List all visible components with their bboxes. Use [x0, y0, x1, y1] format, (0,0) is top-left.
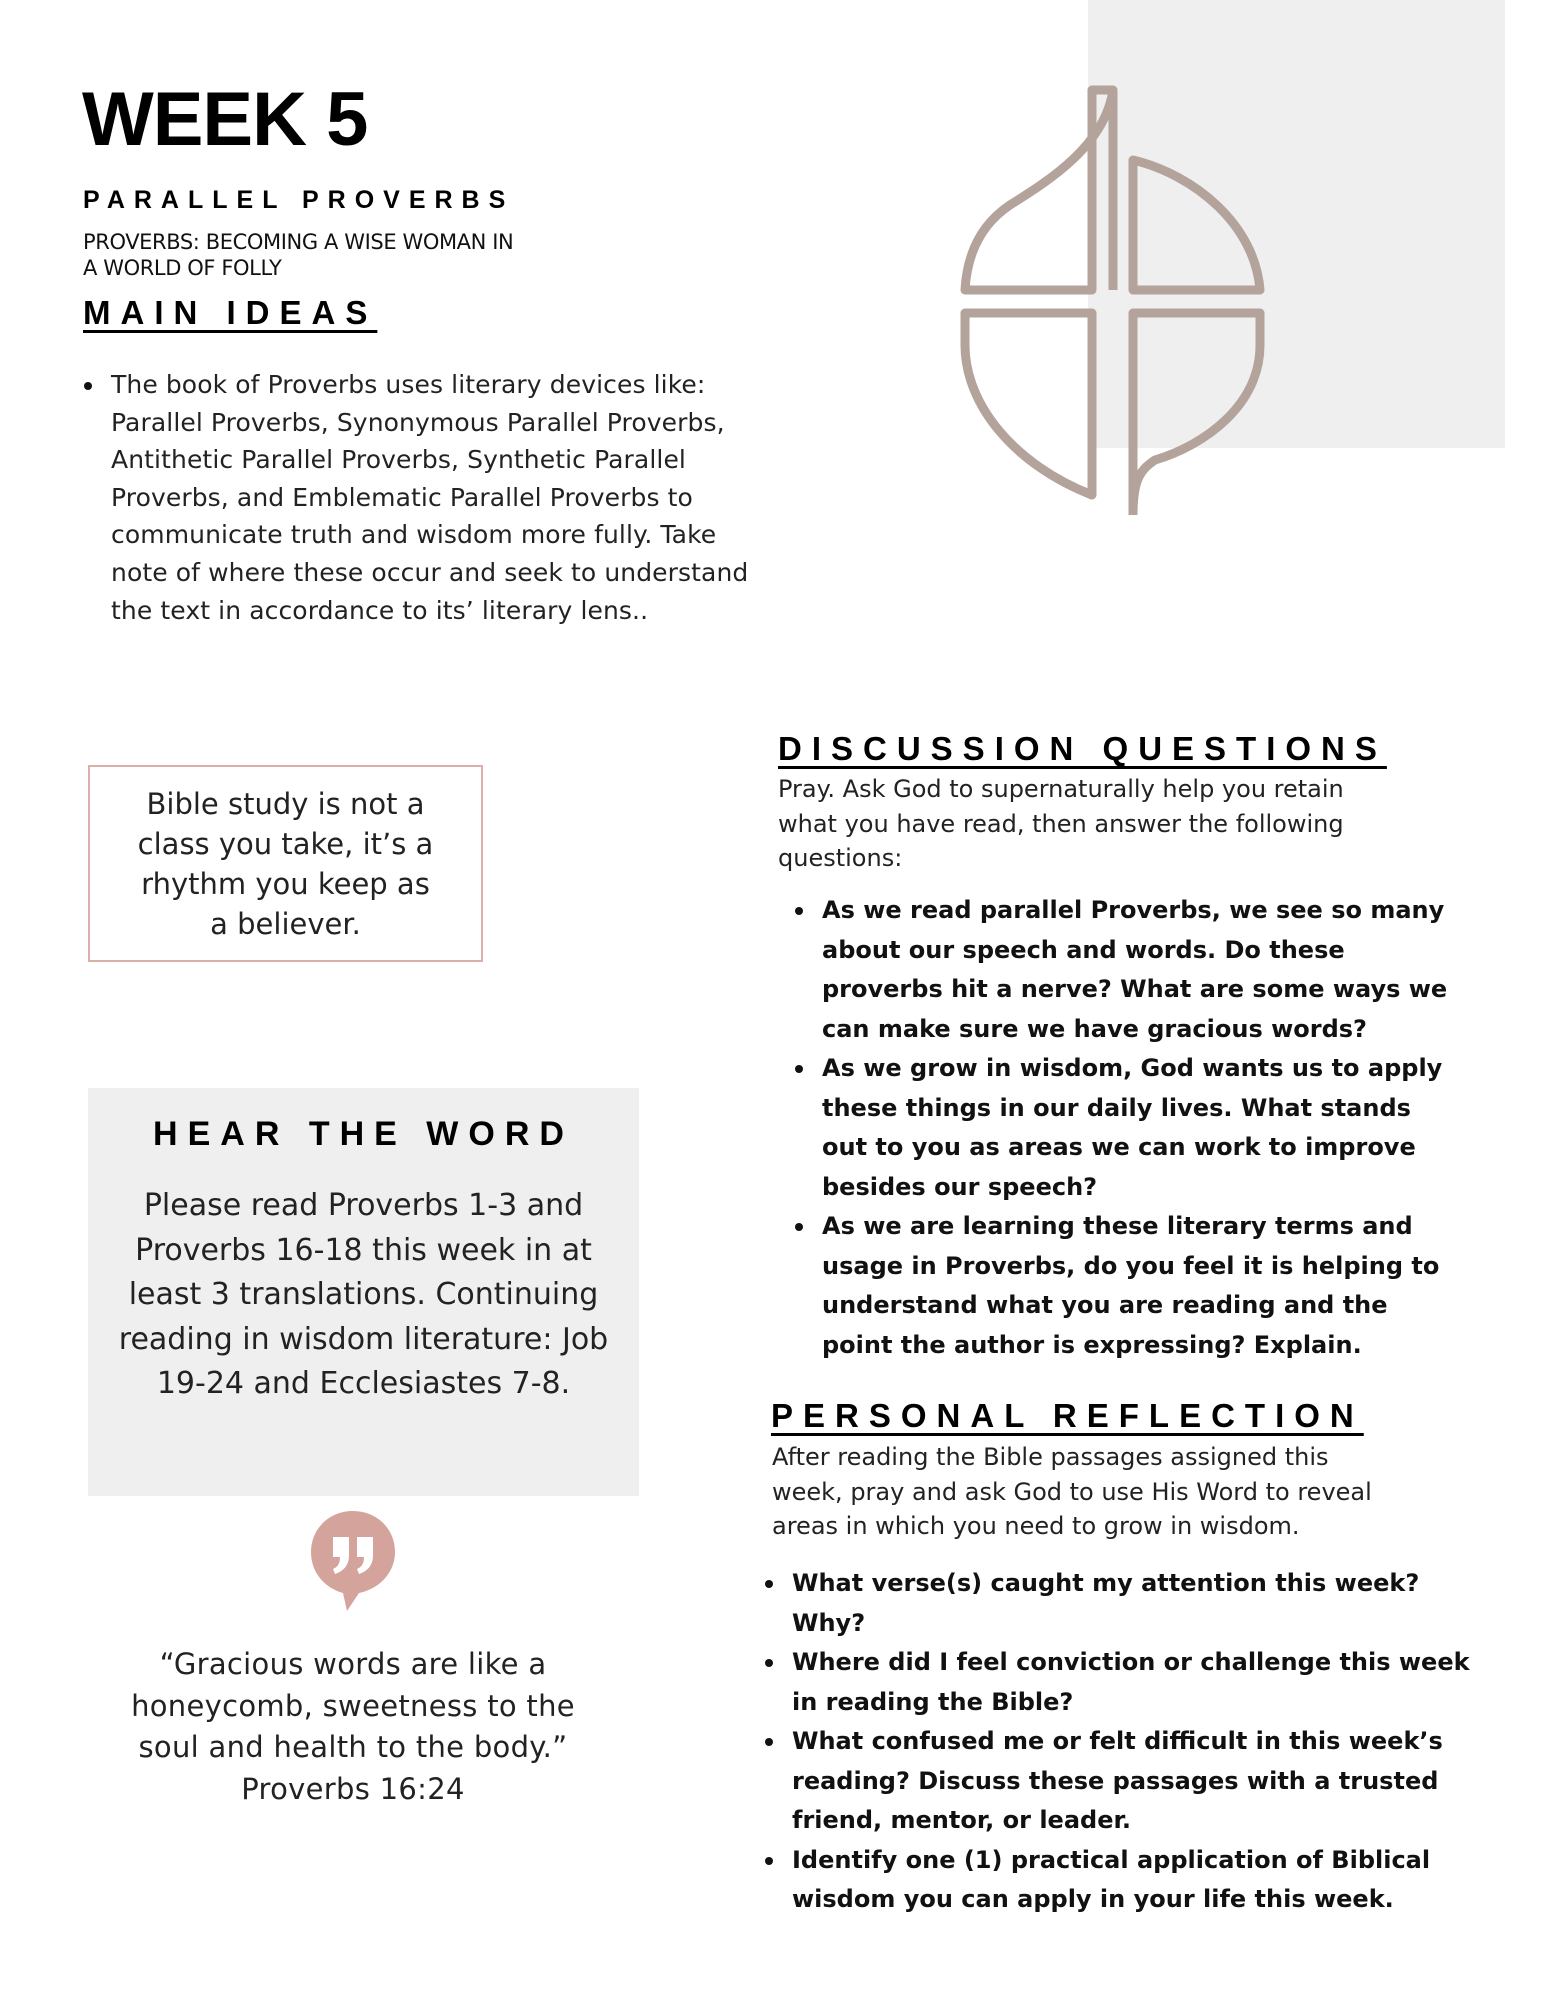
list-item: The book of Proverbs uses literary devices like: Parallel Proverbs, Synonymous Parallel Proverbs, Antithetic Parallel Proverbs, Synthetic Parallel Proverbs, and Emblematic Parallel Proverbs to communicate truth and wisdom more fully. Take note of where these occur and seek to understand the text in accordance to its’ literary lens..	[111, 366, 771, 629]
list-item: As we are learning these literary terms and usage in Proverbs, do you feel it is helping to understand what you are reading and the point the author is expressing? Explain.	[822, 1207, 1462, 1365]
main-ideas-heading: MAIN IDEAS	[83, 294, 378, 331]
main-ideas-list	[111, 366, 771, 629]
verse-reference: Proverbs 16:24	[241, 1771, 465, 1806]
personal-reflection-heading: PERSONAL REFLECTION	[771, 1397, 1364, 1434]
list-item: Identify one (1) practical application of Biblical wisdom you can apply in your life this week.	[792, 1841, 1472, 1920]
featured-verse	[130, 1644, 576, 1810]
reflection-intro: After reading the Bible passages assigned this week, pray and ask God to use His Word to reveal areas in which you need to grow in wisdom.	[772, 1443, 1372, 1540]
list-item: As we read parallel Proverbs, we see so many about our speech and words. Do these proverbs hit a nerve? What are some ways we can make sure we have gracious words?	[822, 891, 1462, 1049]
study-series-title	[83, 229, 643, 281]
callout-box	[88, 765, 483, 962]
reading-assignment: Please read Proverbs 1-3 and Proverbs 16-18 this week in at least 3 translations. Continuing reading in wisdom literature: Job 19-24 and Ecclesiastes 7-8.	[118, 1188, 609, 1402]
week-title: WEEK 5	[82, 77, 368, 162]
verse-quote: “Gracious words are like a honeycomb, sweetness to the soul and health to the body.”	[131, 1647, 575, 1764]
callout-text: Bible study is not a class you take, it’s a rhythm you keep as a believer.	[137, 786, 434, 941]
discussion-intro: Pray. Ask God to supernaturally help you retain what you have read, then answer the following questions:	[778, 775, 1344, 872]
lesson-subtitle: PARALLEL PROVERBS	[83, 186, 515, 214]
quote-icon	[309, 1509, 397, 1613]
list-item: As we grow in wisdom, God wants us to apply these things in our daily lives. What stands out to you as areas we can work to improve besides our speech?	[822, 1049, 1462, 1207]
series-line-2: A WORLD OF FOLLY	[83, 256, 282, 280]
series-line-1: PROVERBS: BECOMING A WISE WOMAN IN	[83, 230, 514, 254]
list-item: What verse(s) caught my attention this week? Why?	[792, 1564, 1472, 1643]
list-item: What confused me or felt difficult in this week’s reading? Discuss these passages with a trusted friend, mentor, or leader.	[792, 1722, 1472, 1841]
cross-shield-logo	[955, 85, 1275, 515]
discussion-questions-list	[822, 891, 1462, 1365]
reflection-questions-list	[792, 1564, 1472, 1920]
hear-the-word-panel	[88, 1088, 639, 1496]
discussion-questions-heading: DISCUSSION QUESTIONS	[778, 730, 1387, 767]
hear-the-word-heading: HEAR THE WORD	[153, 1115, 574, 1153]
list-item: Where did I feel conviction or challenge this week in reading the Bible?	[792, 1643, 1472, 1722]
